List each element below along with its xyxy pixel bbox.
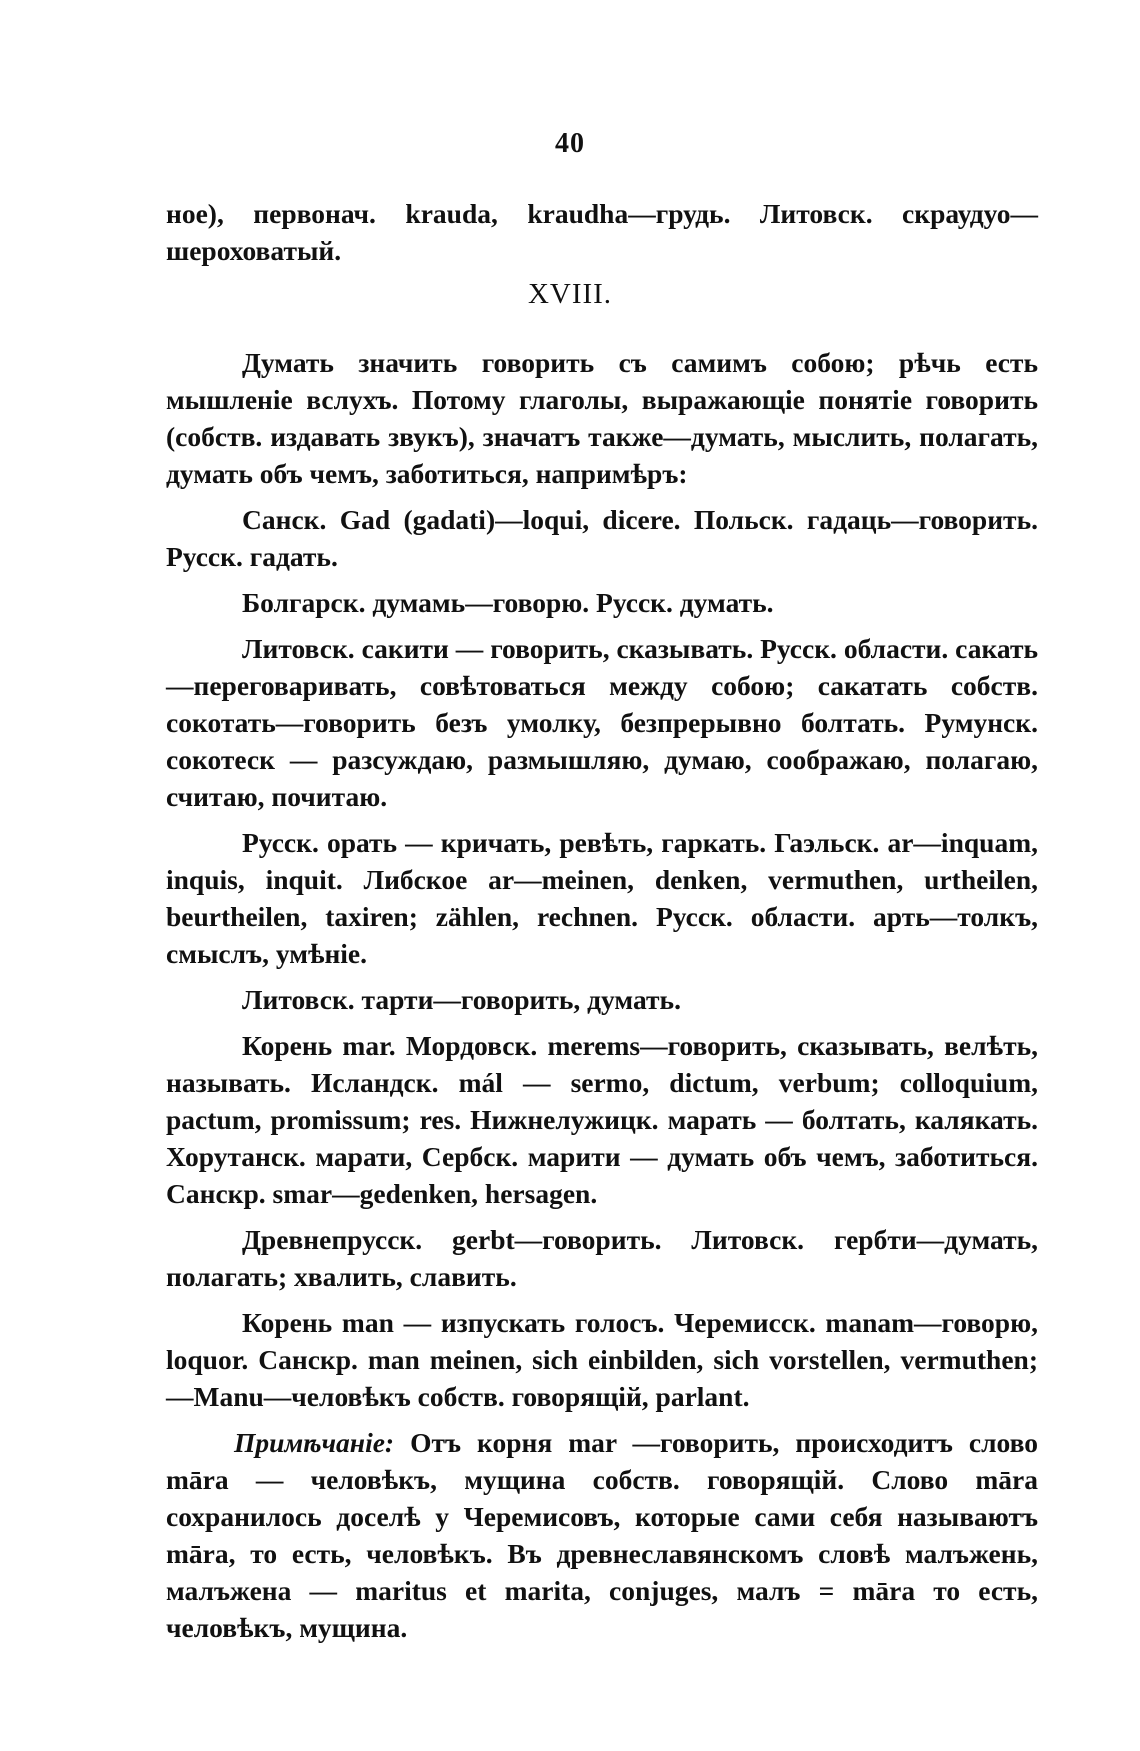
paragraph-2: Санск. Gad (gadati)—loqui, dicere. Польск. гадаць—говорить. Русск. гадать. (166, 504, 1038, 572)
section-heading: XVIII. (527, 278, 613, 310)
paragraph-1: Думать значить говорить съ самимъ собою; рѣчь есть мышленіе вслухъ. Потому глаголы, выражающіе понятіе говорить (собств. издавать звукъ), значатъ также—думать, мыслить, полагать, думать объ чемъ, заботиться, напримѣръ: (166, 347, 1038, 489)
paragraph-9: Корень man — изпускать голосъ. Черемисск. manam—говорю, loquor. Санскр. man meinen, sich einbilden, sich vorstellen, vermuthen;—Manu—человѣкъ собств. говорящій, parlant. (166, 1307, 1038, 1412)
paragraph-3: Болгарск. думамь—говорю. Русск. думать. (242, 587, 774, 618)
paragraph-8: Древнепрусск. gerbt—говорить. Литовск. гербти—думать, полагать; хвалить, славить. (166, 1224, 1038, 1292)
paragraph-7: Корень mar. Мордовск. merems—говорить, сказывать, велѣть, называть. Исландск. mál — sermo, dictum, verbum; colloquium, pactum, promissum; res. Нижнелужицк. марать — болтать, калякать. Хорутанск. марати, Сербск. марити — думать объ чемъ, заботиться. Санскр. smar—gedenken, hersagen. (166, 1030, 1038, 1209)
page-number: 40 (555, 128, 585, 159)
section-body (166, 344, 1038, 1655)
intro-paragraph: ное), первонач. krauda, kraudha—грудь. Литовск. скраудуо—шероховатый. (166, 198, 1038, 266)
note-text: Отъ корня mar —говорить, происходитъ слово māra — человѣкъ, мущина собств. говорящій. Слово māra сохранилось доселѣ у Черемисовъ, которые сами себя называютъ māra, то есть, человѣкъ. Въ древнеславянскомъ словѣ малъжень, малъжена — maritus et marita, conjuges, малъ = māra то есть, человѣкъ, мущина. (166, 1427, 1038, 1643)
note-paragraph (166, 1424, 1038, 1646)
paragraph-6: Литовск. тарти—говорить, думать. (242, 984, 681, 1015)
paragraph-4: Литовск. сакити — говорить, сказывать. Русск. области. сакать—переговаривать, совѣтоваться между собою; сакатать собств. сокотать—говорить безъ умолку, безпрерывно болтать. Румунск. сокотеск — разсуждаю, размышляю, думаю, соображаю, полагаю, считаю, почитаю. (166, 633, 1038, 812)
note-label: Примѣчаніе: (234, 1427, 395, 1458)
paragraph-5: Русск. орать — кричать, ревѣть, гаркать. Гаэльск. ar—inquam, inquis, inquit. Либское ar—meinen, denken, vermuthen, urtheilen, beurtheilen, taxiren; zählen, rechnen. Русск. области. арть—толкъ, смыслъ, умѣніе. (166, 827, 1038, 969)
